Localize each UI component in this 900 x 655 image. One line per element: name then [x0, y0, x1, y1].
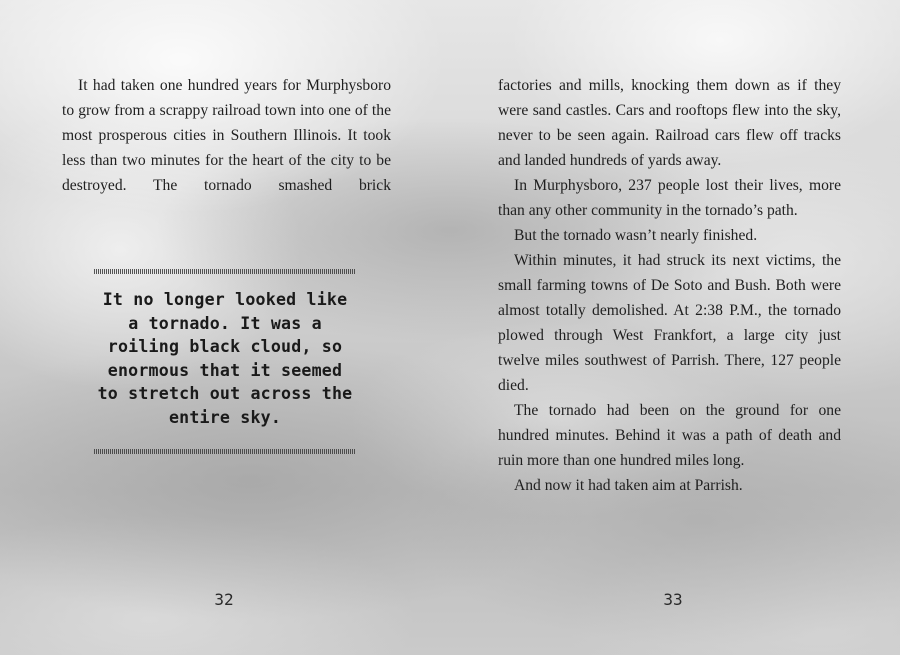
paragraph: It had taken one hundred years for Murphysboro to grow from a scrappy railroad town into one of the most prosperous cities in Southern Illinois. It took less than two minutes for the heart of the city to be destroyed. The tornado smashed brick — [62, 77, 391, 194]
paragraph: Within minutes, it had struck its next victims, the small farming towns of De Soto and Bush. Both were almost totally demolished. At 2:38 P.M., the tornado plowed through West Frankfort, a large city just twelve miles southwest of Parrish. There, 127 people died. — [498, 252, 841, 394]
pull-quote — [94, 269, 356, 454]
pull-quote-text: It no longer looked like a tornado. It was a roiling black cloud, so enormous that it seemed to stretch out across the entire sky. — [97, 290, 353, 427]
page-number: 33 — [663, 590, 683, 609]
pull-quote-top-rule — [94, 269, 356, 274]
right-page-body — [498, 73, 841, 498]
paragraph: And now it had taken aim at Parrish. — [514, 477, 743, 494]
left-page-body — [62, 73, 391, 198]
pull-quote-bottom-rule — [94, 449, 356, 454]
paragraph: But the tornado wasn’t nearly finished. — [514, 227, 758, 244]
right-page — [450, 0, 900, 655]
paragraph: The tornado had been on the ground for one hundred minutes. Behind it was a path of death and ruin more than one hundred miles long. — [498, 402, 841, 469]
page-number: 32 — [214, 590, 234, 609]
paragraph: factories and mills, knocking them down as if they were sand castles. Cars and rooftops flew into the sky, never to be seen again. Railroad cars flew off tracks and landed hundreds of yards away. — [498, 77, 841, 169]
paragraph: In Murphysboro, 237 people lost their lives, more than any other community in the tornado’s path. — [498, 177, 841, 219]
